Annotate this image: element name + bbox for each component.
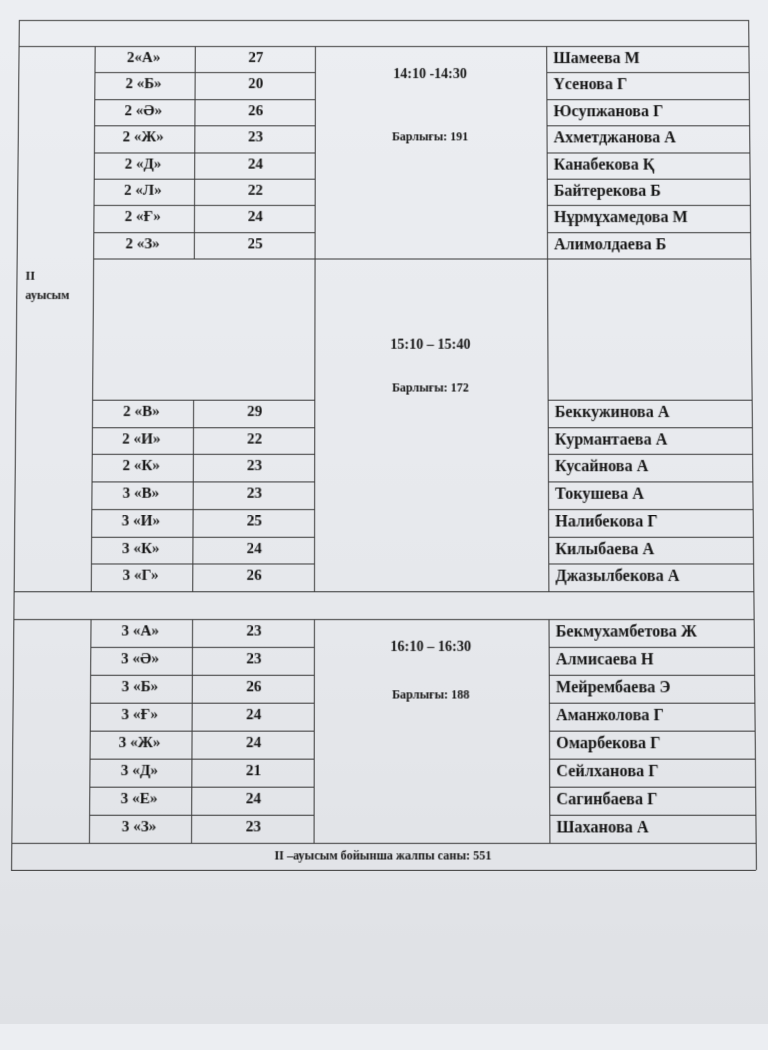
student-count-cell: 26 bbox=[246, 567, 262, 585]
class-name-cell: 2 «И» bbox=[122, 431, 161, 448]
teacher-name-cell: Нұрмұхамедова М bbox=[553, 209, 688, 227]
class-name-cell: 3 «Ғ» bbox=[121, 706, 158, 724]
row-line bbox=[548, 536, 753, 537]
group-total-3: Барлығы: 188 bbox=[392, 687, 470, 702]
student-count-cell: 29 bbox=[247, 403, 263, 421]
teacher-name-cell: Шамеева М bbox=[553, 50, 640, 68]
row-line bbox=[546, 72, 748, 73]
row-line bbox=[90, 675, 314, 676]
teacher-name-cell: Беккужинова А bbox=[554, 403, 670, 422]
teacher-name-cell: Килыбаева А bbox=[555, 540, 655, 558]
row-line bbox=[548, 427, 752, 428]
class-name-cell: 3 «Е» bbox=[120, 790, 158, 808]
class-name-cell: 2«А» bbox=[126, 50, 161, 67]
total-row-top bbox=[11, 843, 755, 844]
row-line bbox=[548, 400, 752, 401]
row-line bbox=[95, 46, 315, 47]
col-line-count bbox=[192, 400, 194, 592]
student-count-cell: 26 bbox=[246, 678, 262, 696]
row-line bbox=[548, 509, 753, 510]
row-line bbox=[90, 647, 314, 648]
teacher-name-cell: Токушева А bbox=[555, 485, 644, 504]
teacher-name-cell: Үсенова Г bbox=[553, 76, 628, 94]
time-slot-2: 15:10 – 15:40 bbox=[390, 337, 471, 353]
student-count-cell: 23 bbox=[248, 129, 264, 146]
teacher-name-cell: Алимолдаева Б bbox=[553, 236, 667, 254]
teacher-name-cell: Байтерекова Б bbox=[553, 182, 661, 200]
teacher-name-cell: Налибекова Г bbox=[555, 512, 658, 531]
teacher-name-cell: Канабекова Қ bbox=[553, 156, 655, 174]
student-count-cell: 22 bbox=[247, 182, 263, 199]
student-count-cell: 24 bbox=[245, 790, 262, 808]
row-line bbox=[547, 179, 750, 180]
band-line bbox=[93, 258, 750, 259]
student-count-cell: 24 bbox=[247, 209, 263, 226]
teacher-name-cell: Аманжолова Г bbox=[555, 706, 664, 725]
teacher-name-cell: Шаханова А bbox=[556, 818, 649, 837]
student-count-cell: 24 bbox=[247, 156, 264, 173]
time-slot-3: 16:10 – 16:30 bbox=[390, 639, 472, 656]
student-count-cell: 24 bbox=[246, 706, 262, 724]
row-line bbox=[94, 179, 315, 180]
class-name-cell: 3 «Д» bbox=[120, 762, 159, 780]
row-line bbox=[546, 99, 749, 100]
row-line bbox=[549, 787, 755, 788]
row-line bbox=[89, 815, 313, 816]
teacher-name-cell: Бекмухамбетова Ж bbox=[555, 623, 698, 641]
separator-line bbox=[14, 591, 754, 592]
row-line bbox=[549, 815, 755, 816]
student-count-cell: 24 bbox=[245, 734, 262, 752]
col-line-time bbox=[314, 619, 315, 843]
row-line bbox=[91, 536, 314, 537]
row-line bbox=[547, 205, 750, 206]
time-slot-1: 14:10 -14:30 bbox=[393, 67, 467, 83]
row-line bbox=[92, 454, 314, 455]
row-line bbox=[548, 564, 753, 565]
row-line bbox=[92, 427, 314, 428]
group-total-2: Барлығы: 172 bbox=[391, 380, 469, 395]
student-count-cell: 26 bbox=[248, 102, 264, 120]
shift-label-word: ауысым bbox=[25, 287, 70, 303]
student-count-cell: 27 bbox=[248, 50, 264, 67]
row-line bbox=[548, 454, 752, 455]
class-name-cell: 3 «Г» bbox=[122, 567, 159, 585]
teacher-name-cell: Джазылбекова А bbox=[555, 567, 680, 586]
row-line bbox=[549, 731, 755, 732]
row-line bbox=[93, 232, 314, 233]
class-name-cell: 2 «В» bbox=[123, 403, 160, 421]
teacher-name-cell: Мейрембаева Э bbox=[555, 678, 671, 697]
student-count-cell: 20 bbox=[248, 76, 264, 93]
class-name-cell: 2 «Б» bbox=[125, 76, 162, 93]
row-line bbox=[546, 46, 748, 47]
student-count-cell: 25 bbox=[246, 512, 262, 530]
student-count-cell: 23 bbox=[246, 651, 262, 668]
row-line bbox=[547, 232, 750, 233]
class-name-cell: 3 «Ә» bbox=[121, 651, 160, 668]
col-line-time bbox=[314, 46, 316, 591]
teacher-name-cell: Алмисаева Н bbox=[555, 651, 654, 669]
row-line bbox=[549, 619, 754, 620]
class-name-cell: 3 «Ж» bbox=[118, 734, 161, 752]
class-name-cell: 3 «В» bbox=[122, 485, 160, 502]
row-line bbox=[549, 647, 754, 648]
row-line bbox=[94, 72, 314, 73]
grand-total-text: II –ауысым бойынша жалпы саны: 551 bbox=[274, 848, 492, 863]
row-line bbox=[94, 152, 315, 153]
table-bottom-border bbox=[11, 870, 756, 871]
class-name-cell: 3 «Б» bbox=[121, 678, 159, 696]
row-line bbox=[91, 619, 314, 620]
teacher-name-cell: Кусайнова А bbox=[554, 458, 649, 476]
row-line bbox=[90, 759, 314, 760]
row-line bbox=[549, 759, 755, 760]
table-left-border bbox=[11, 20, 20, 870]
teacher-name-cell: Сагинбаева Г bbox=[556, 790, 658, 809]
class-name-cell: 3 «К» bbox=[121, 540, 160, 557]
student-count-cell: 23 bbox=[246, 485, 263, 502]
class-name-cell: 2 «Ғ» bbox=[124, 209, 161, 226]
class-name-cell: 2 «Ә» bbox=[124, 102, 163, 120]
row-line bbox=[94, 126, 315, 127]
student-count-cell: 25 bbox=[247, 236, 263, 253]
student-count-cell: 23 bbox=[245, 818, 262, 836]
student-count-cell: 23 bbox=[246, 623, 262, 640]
table-right-border bbox=[748, 20, 757, 870]
row-line bbox=[90, 703, 314, 704]
row-line bbox=[94, 205, 315, 206]
shift-label-number: II bbox=[25, 268, 36, 283]
row-line bbox=[89, 787, 313, 788]
teacher-name-cell: Сейлханова Г bbox=[556, 762, 659, 781]
row-line bbox=[91, 564, 314, 565]
class-name-cell: 2 «К» bbox=[122, 458, 161, 475]
student-count-cell: 23 bbox=[246, 458, 263, 475]
class-name-cell: 2 «Ж» bbox=[122, 129, 164, 146]
row-line bbox=[91, 509, 314, 510]
class-name-cell: 2 «Л» bbox=[123, 182, 162, 199]
row-line bbox=[547, 152, 750, 153]
row-line bbox=[547, 126, 750, 127]
teacher-name-cell: Ахметджанова А bbox=[553, 129, 676, 147]
student-count-cell: 24 bbox=[246, 540, 262, 557]
class-name-cell: 2 «Д» bbox=[124, 156, 162, 173]
row-line bbox=[92, 482, 315, 483]
teacher-name-cell: Омарбекова Г bbox=[556, 734, 661, 753]
row-line bbox=[90, 731, 314, 732]
class-name-cell: 2 «З» bbox=[125, 236, 160, 253]
class-name-cell: 3 «З» bbox=[121, 818, 157, 836]
row-line bbox=[94, 99, 315, 100]
table-top-border bbox=[19, 20, 748, 21]
row-line bbox=[548, 482, 752, 483]
student-count-cell: 22 bbox=[246, 431, 263, 448]
group-total-1: Барлығы: 191 bbox=[391, 129, 469, 144]
teacher-name-cell: Курмантаева А bbox=[554, 431, 668, 449]
class-name-cell: 3 «И» bbox=[121, 512, 161, 530]
row-line bbox=[549, 703, 755, 704]
class-name-cell: 3 «А» bbox=[121, 623, 160, 640]
row-line bbox=[92, 400, 314, 401]
row-line bbox=[549, 675, 754, 676]
teacher-name-cell: Юсупжанова Г bbox=[553, 102, 664, 121]
student-count-cell: 21 bbox=[245, 762, 262, 780]
